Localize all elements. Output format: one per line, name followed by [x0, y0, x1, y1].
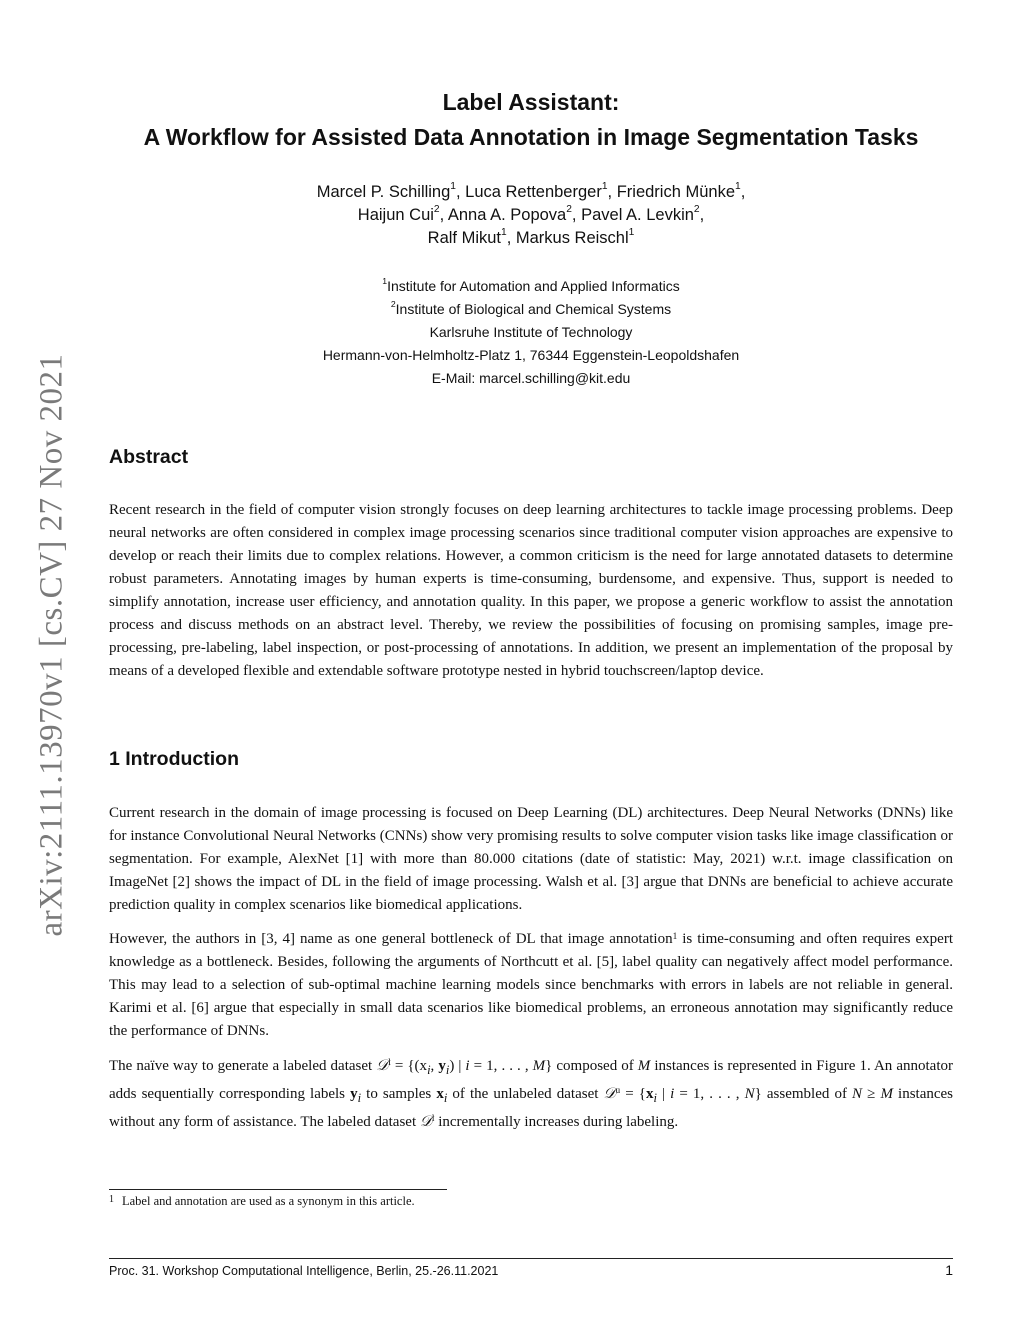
affiliation-marker: 1 — [601, 180, 608, 192]
footer-divider — [109, 1258, 953, 1259]
affiliation-marker: 2 — [693, 203, 700, 215]
author-name: Marcel P. Schilling — [316, 183, 451, 201]
abstract-text: Recent research in the field of computer vision strongly focuses on deep learning architectures to tackle image processing problems. Deep neural networks are often considered in complex image processing scenarios since traditional computer vision approaches are expensive to develop or reach their limits due to complex relations. However, a common criticism is the need for large annotated datasets to determine robust parameters. Annotating images by human experts is time-consuming, burdensome, and expensive. Thus, support is needed to simplify annotation, increase user efficiency, and annotation quality. In this paper, we propose a generic workflow to assist the annotation process and discuss methods on an abstract level. Thereby, we review the possibilities of focusing on promising samples, image pre-processing, pre-labeling, label inspection, or post-processing of annotations. In addition, we present an implementation of the proposal by means of a developed flexible and extendable software prototype nested in hybrid touchscreen/laptop device. — [109, 502, 953, 679]
author-name: Anna A. Popova — [447, 206, 567, 224]
affiliation-marker: 2 — [433, 203, 440, 215]
affiliation-marker: 1 — [450, 180, 456, 192]
address: Hermann-von-Helmholtz-Platz 1, 76344 Eggenstein-Leopoldshafen — [322, 347, 740, 363]
author-name: Friedrich Münke — [616, 183, 735, 201]
author-line-3: Ralf Mikut$^1$, Markus Reischl$^1$ — [427, 226, 635, 247]
author-line-2: Haijun Cui$^2$, Anna A. Popova$^2$, Pavel A. Levkin$^2$, — [357, 203, 705, 224]
affiliation-marker: 1 — [628, 226, 635, 238]
email: E-Mail: marcel.schilling@kit.edu — [431, 370, 631, 386]
footnote — [109, 1194, 415, 1209]
footnote-mark: 1 — [109, 1194, 114, 1205]
footnote-text: Label and annotation are used as a synonym in this article. — [122, 1194, 415, 1208]
abstract-heading: Abstract — [109, 446, 189, 468]
intro-paragraph-3: The naïve way to generate a labeled dataset 𝒟$^l$ = {($x_i$, $y_i$) | i = 1, . . . , M} composed of M instances is represented in Figure 1. An annotator adds sequentially corresponding labels $y_i$ to samples $x_i$ of the unlabeled dataset 𝒟$^u$ = {$x_i$ | i = 1, . . . , N} assembled of N ≥ M instances without any form of assistance. The labeled dataset 𝒟$^l$ incrementally increases during labeling. — [109, 1056, 954, 1130]
institution: Karlsruhe Institute of Technology — [429, 324, 633, 340]
arxiv-identifier: arXiv:2111.13970v1 [cs.CV] 27 Nov 2021 — [33, 353, 70, 937]
author-name: Markus Reischl — [515, 229, 629, 247]
paper-title-line2: A Workflow for Assisted Data Annotation in Image Segmentation Tasks — [143, 124, 919, 150]
footnote-divider — [109, 1189, 447, 1190]
affiliation-text: Institute for Automation and Applied Informatics — [387, 278, 680, 294]
author-name: Pavel A. Levkin — [581, 206, 694, 224]
footer-proceedings: Proc. 31. Workshop Computational Intelligence, Berlin, 25.-26.11.2021 — [109, 1264, 499, 1278]
author-line-1: Marcel P. Schilling$^1$, Luca Rettenberger$^1$, Friedrich Münke$^1$, — [316, 180, 746, 201]
page-number: 1 — [945, 1262, 953, 1278]
affiliation-2 — [0, 301, 1024, 317]
introduction-heading: 1 Introduction — [109, 748, 239, 770]
affiliation-1 — [0, 278, 1024, 294]
affiliation-marker: 1 — [735, 180, 741, 192]
affiliation-marker: 1 — [501, 226, 507, 238]
intro-paragraph-2: However, the authors in [3, 4] name as one general bottleneck of DL that image annotation$^1$ is time-consuming and often requires expert knowledge as a bottleneck. Besides, following the arguments of Northcutt et al. [5], label quality can negatively affect model performance. This may lead to a selection of sub-optimal machine learning models since benchmarks with errors in labels are not reliable in general. Karimi et al. [6] argue that especially in small data scenarios like biomedical problems, an erroneous annotation may significantly reduce the performance of DNNs. — [109, 931, 953, 1039]
footnote-marker: 1 — [672, 932, 678, 943]
author-name: Luca Rettenberger — [465, 183, 602, 201]
affiliation-marker: 1 — [382, 276, 388, 287]
affiliation-marker: 2 — [390, 299, 396, 310]
intro-paragraph-1: Current research in the domain of image processing is focused on Deep Learning (DL) architectures. Deep Neural Networks (DNNs) like for instance Convolutional Neural Networks (CNNs) show very promising results to solve computer vision tasks like image classification or segmentation. For example, AlexNet [1] with more than 80.000 citations (date of statistic: May, 2021) w.r.t. image classification on ImageNet [2] shows the impact of DL in the field of image processing. Walsh et al. [3] argue that DNNs are beneficial to achieve accurate prediction quality in complex scenarios like biomedical applications. — [109, 805, 953, 913]
paper-title-line1: Label Assistant: — [442, 89, 620, 115]
affiliation-text: Institute of Biological and Chemical Systems — [395, 301, 672, 317]
affiliation-marker: 2 — [566, 203, 572, 215]
author-name: Haijun Cui — [357, 206, 434, 224]
author-name: Ralf Mikut — [427, 229, 502, 247]
